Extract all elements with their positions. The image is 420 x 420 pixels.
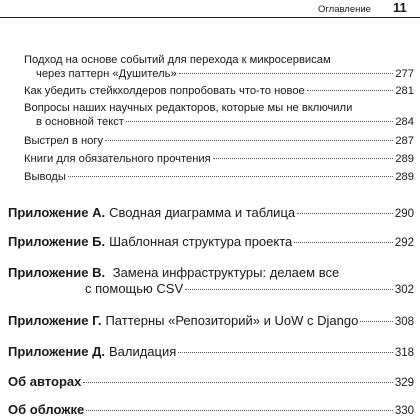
- toc-page-number: 277: [395, 68, 414, 80]
- dot-leader: [297, 213, 393, 214]
- appendix-label: Приложение Г.: [8, 313, 102, 328]
- toc-page-number: 287: [395, 135, 414, 147]
- toc-page-number: 289: [395, 171, 414, 183]
- toc-page-number: 289: [395, 153, 414, 165]
- appendix-title: Валидация: [108, 344, 177, 359]
- dot-leader: [213, 158, 394, 159]
- toc-page-number: 281: [395, 85, 414, 97]
- toc-entry-text: Вопросы наших научных редакторов, которые мы не включили: [24, 102, 353, 114]
- appendix-label: Приложение Д.: [8, 344, 105, 359]
- toc-section-title: Об авторах: [8, 374, 82, 389]
- dot-leader: [105, 140, 393, 141]
- dot-leader: [178, 352, 393, 353]
- dot-leader: [68, 176, 393, 177]
- running-head: Оглавление: [318, 4, 371, 15]
- appendix-label: Приложение А.: [8, 205, 106, 220]
- toc-page-number: 329: [394, 377, 414, 389]
- dot-leader: [86, 410, 393, 411]
- toc-page-number: 318: [394, 347, 414, 359]
- appendix-title: Паттерны «Репозиторий» и UoW с Django: [105, 313, 359, 328]
- toc-entry-text: Выстрел в ногу: [24, 135, 104, 147]
- toc-entry-text-cont: в основной текст: [36, 116, 124, 128]
- toc-page-number: 308: [394, 316, 414, 328]
- toc-entry-text: Выводы: [24, 171, 66, 183]
- toc-entry-text: Как убедить стейкхолдеров попробовать что-то новое: [24, 85, 305, 97]
- dot-leader: [360, 321, 392, 322]
- toc-page-number: 284: [395, 116, 414, 128]
- toc-page-number: 302: [394, 284, 414, 296]
- dot-leader: [294, 242, 393, 243]
- toc-section-title: Об обложке: [8, 402, 85, 417]
- dot-leader: [126, 121, 393, 122]
- toc-page-number: 290: [394, 208, 414, 220]
- toc-page-number: 330: [394, 405, 414, 417]
- dot-leader: [307, 90, 394, 91]
- toc-entry-text-cont: через паттерн «Душитель»: [36, 68, 177, 80]
- appendix-title-cont: с помощью CSV: [85, 281, 184, 296]
- appendix-title: Замена инфраструктуры: делаем все: [112, 265, 340, 280]
- appendix-title: Шаблонная структура проекта: [109, 234, 293, 249]
- toc-entry-text: Подход на основе событий для перехода к микросервисам: [24, 54, 331, 66]
- dot-leader: [185, 289, 393, 290]
- appendix-line1: [8, 265, 339, 281]
- appendix-title: Сводная диаграмма и таблица: [109, 205, 296, 220]
- toc-page-number: 292: [394, 237, 414, 249]
- appendix-label: Приложение Б.: [8, 234, 106, 249]
- dot-leader: [83, 382, 392, 383]
- page-number: 11: [393, 0, 407, 15]
- toc-entry-text: Книги для обязательного прочтения: [24, 153, 211, 165]
- dot-leader: [179, 73, 394, 74]
- appendix-label: Приложение В.: [8, 265, 106, 280]
